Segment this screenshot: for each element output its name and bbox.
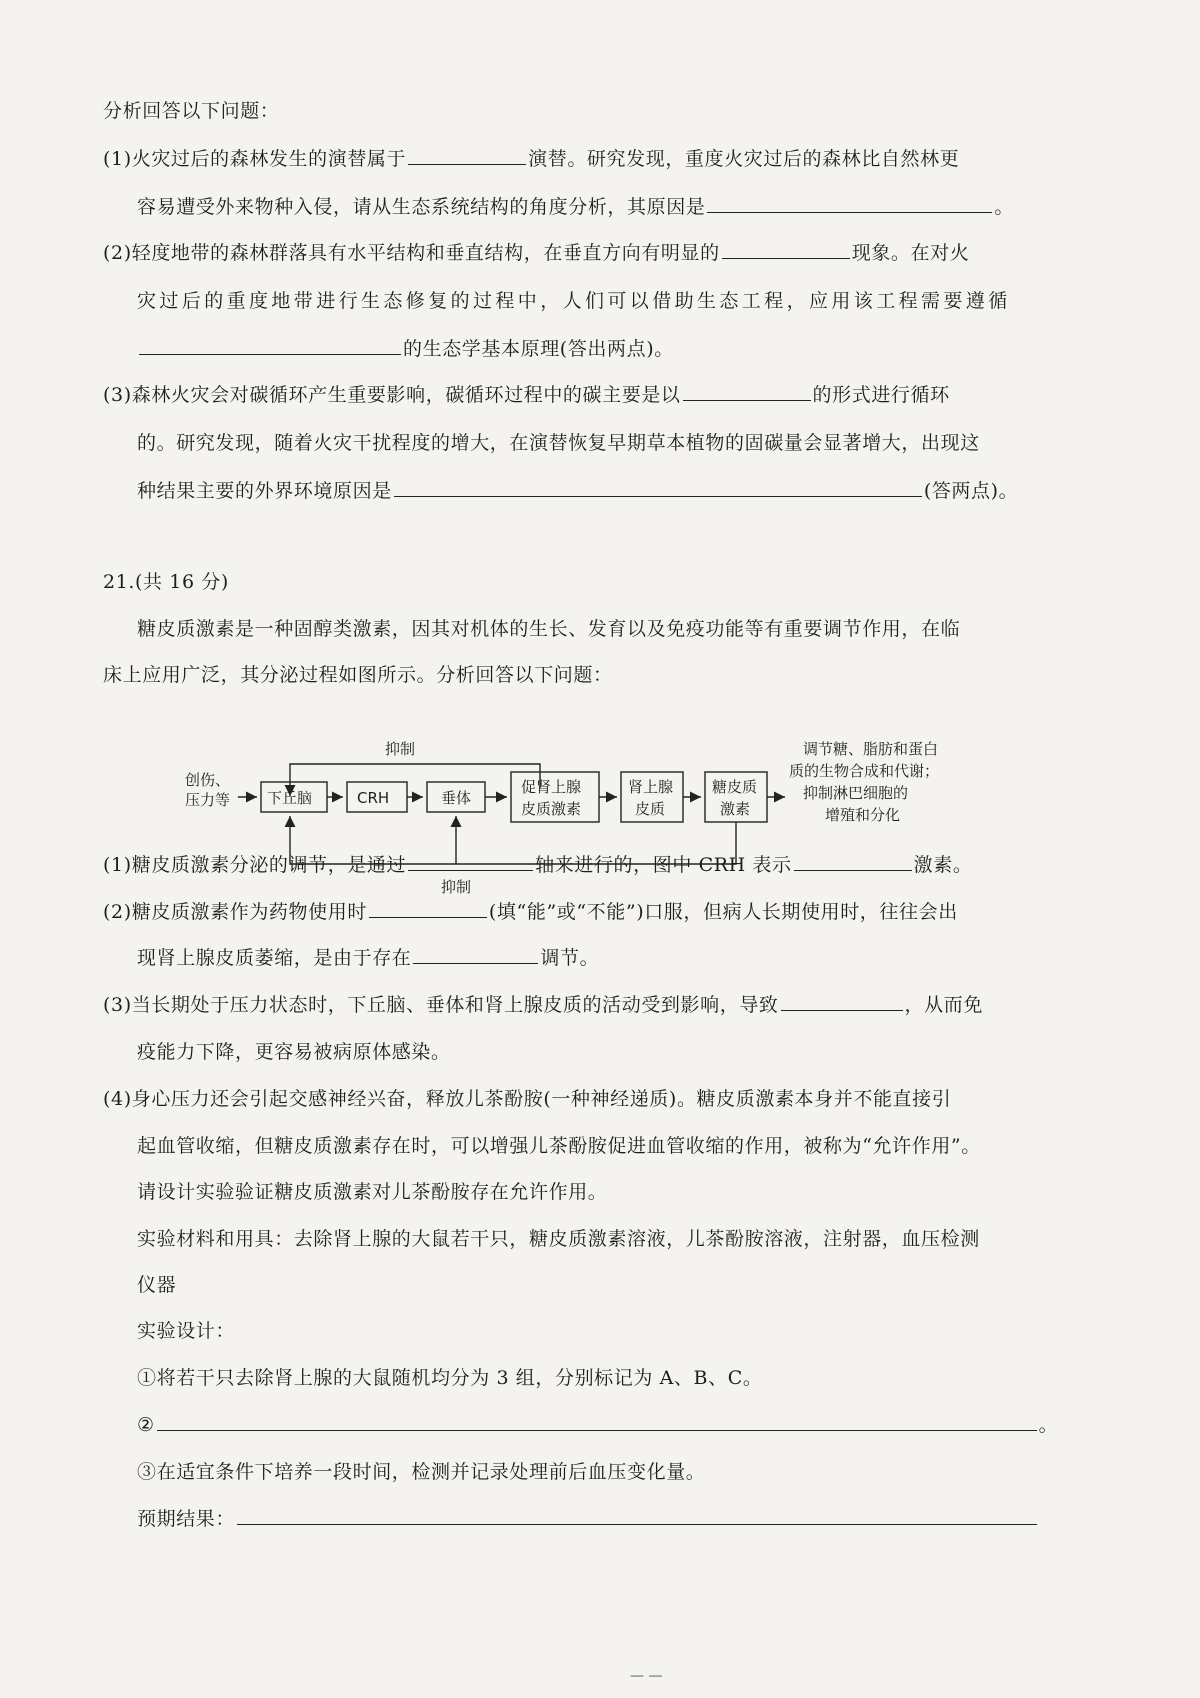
label-hypothalamus: 下丘脑	[267, 789, 313, 807]
answer-blank-principles[interactable]	[139, 334, 401, 355]
stimulus-label-1: 创伤、	[185, 771, 231, 789]
q21-step2-num: ②	[137, 1414, 155, 1436]
label-gc-1: 糖皮质	[712, 778, 758, 796]
q20-p2-line1	[103, 238, 969, 268]
q20-p1-text: (1)火灾过后的森林发生的演替属于	[103, 148, 407, 170]
q20-p2-post: 现象。在对火	[851, 242, 970, 264]
q21-intro-line2	[103, 660, 613, 690]
q20-p2-text: (2)轻度地带的森林群落具有水平结构和垂直结构，在垂直方向有明显的	[103, 242, 720, 264]
q20-p1b-text: 容易遭受外来物种入侵，请从生态系统结构的角度分析，其原因是	[137, 196, 706, 218]
q20-p3-line2	[137, 428, 980, 458]
q20-p3c-post: (答两点)。	[923, 480, 1019, 502]
q21-p2-line1	[103, 897, 958, 927]
q21-step1-text: ①将若干只去除肾上腺的大鼠随机均分为 3 组，分别标记为 A、B、C。	[137, 1367, 763, 1389]
q21-p1-text: (1)糖皮质激素分泌的调节，是通过	[103, 854, 407, 876]
intro-text: 分析回答以下问题：	[103, 100, 280, 122]
q21-p1-post: 激素。	[913, 854, 973, 876]
q21-p3-line1	[103, 990, 983, 1020]
q21-p2-post: (填“能”或“不能”)口服，但病人长期使用时，往往会出	[488, 901, 958, 923]
answer-blank-crh[interactable]	[794, 850, 912, 871]
answer-blank-oral[interactable]	[369, 897, 487, 918]
answer-blank-carbon-form[interactable]	[683, 380, 811, 401]
q20-p2-line2	[137, 286, 1011, 316]
label-pituitary: 垂体	[441, 789, 472, 807]
label-acth-1: 促肾上腺	[521, 778, 582, 796]
inhibit-top-label: 抑制	[385, 740, 416, 758]
q21-p1-mid: 轴来进行的，图中 CRH 表示	[535, 854, 792, 876]
q21-step3-text: ③在适宜条件下培养一段时间，检测并记录处理前后血压变化量。	[137, 1461, 706, 1483]
effect-line-2: 质的生物合成和代谢；	[789, 762, 940, 780]
q20-p2b-text: 灾过后的重度地带进行生态修复的过程中，人们可以借助生态工程，应用该工程需要遵循	[137, 290, 1011, 312]
q21-p1-line	[103, 850, 972, 880]
answer-blank-expected[interactable]	[237, 1504, 1037, 1525]
q21-materials-1: 实验材料和用具：去除肾上腺的大鼠若干只，糖皮质激素溶液，儿茶酚胺溶液，注射器，血压检测	[137, 1228, 980, 1250]
answer-blank-succession[interactable]	[408, 144, 526, 165]
effect-line-3: 抑制淋巴细胞的	[803, 784, 909, 802]
q20-p2c-text: 的生态学基本原理(答出两点)。	[403, 338, 674, 360]
q21-p3-text: (3)当长期处于压力状态时，下丘脑、垂体和肾上腺皮质的活动受到影响，导致	[103, 994, 779, 1016]
q21-materials-line1	[137, 1224, 980, 1254]
answer-blank-stress-effect[interactable]	[781, 990, 903, 1011]
q20-p1-line1	[103, 144, 959, 174]
answer-blank-invasion-reason[interactable]	[707, 192, 992, 213]
q21-p2b-post: 调节。	[540, 947, 600, 969]
q21-p4-line2	[137, 1131, 981, 1161]
answer-blank-environment-reason[interactable]	[394, 476, 922, 497]
q20-p3-post: 的形式进行循环	[812, 384, 950, 406]
q21-p2-text: (2)糖皮质激素作为药物使用时	[103, 901, 367, 923]
q21-p4c-text: 请设计实验验证糖皮质激素对儿茶酚胺存在允许作用。	[137, 1181, 608, 1203]
label-adrenal-2: 皮质	[635, 800, 666, 818]
inhibit-bottom-label: 抑制	[441, 878, 472, 896]
answer-blank-axis[interactable]	[408, 850, 533, 871]
q21-p4b-text: 起血管收缩，但糖皮质激素存在时，可以增强儿茶酚胺促进血管收缩的作用，被称为“允许作用”。	[137, 1135, 981, 1157]
q20-p3-line3	[137, 476, 1018, 506]
q21-intro2: 床上应用广泛，其分泌过程如图所示。分析回答以下问题：	[103, 664, 613, 686]
q21-step2	[137, 1410, 1058, 1440]
q21-header	[103, 567, 229, 597]
page-footer-mark: — —	[630, 1668, 663, 1684]
answer-blank-feedback[interactable]	[413, 943, 538, 964]
q20-p3c-text: 种结果主要的外界环境原因是	[137, 480, 392, 502]
q21-p3b-text: 疫能力下降，更容易被病原体感染。	[137, 1041, 451, 1063]
q21-expected	[137, 1504, 1039, 1534]
q20-p1-line2	[137, 192, 1014, 222]
q21-p4a-text: (4)身心压力还会引起交感神经兴奋，释放儿茶酚胺(一种神经递质)。糖皮质激素本身并不能直接引	[103, 1088, 952, 1110]
q21-intro1: 糖皮质激素是一种固醇类激素，因其对机体的生长、发育以及免疫功能等有重要调节作用，在临	[137, 618, 961, 640]
q21-p4-line1	[103, 1084, 951, 1114]
answer-blank-step2[interactable]	[157, 1410, 1037, 1431]
stimulus-label-2: 压力等	[185, 791, 231, 809]
q20-p1-text-post: 演替。研究发现，重度火灾过后的森林比自然林更	[528, 148, 960, 170]
answer-blank-stratification[interactable]	[722, 238, 850, 259]
label-adrenal-1: 肾上腺	[628, 778, 674, 796]
q20-p3-text: (3)森林火灾会对碳循环产生重要影响，碳循环过程中的碳主要是以	[103, 384, 681, 406]
q21-step3	[137, 1457, 705, 1487]
effect-line-1: 调节糖、脂肪和蛋白	[803, 740, 939, 758]
label-crh: CRH	[357, 789, 390, 807]
effect-line-4: 增殖和分化	[825, 806, 901, 824]
q21-step2-post: 。	[1038, 1414, 1059, 1436]
hpa-axis-diagram	[185, 732, 1085, 907]
q21-materials-line2	[137, 1270, 176, 1300]
q21-expected-label: 预期结果：	[137, 1508, 236, 1530]
q21-p4-line3	[137, 1177, 607, 1207]
q21-p2-line2	[137, 943, 599, 973]
q21-p3-post: ，从而免	[904, 994, 983, 1016]
q21-p3-line2	[137, 1037, 451, 1067]
intro-line	[103, 96, 279, 126]
q21-intro-line1	[137, 614, 960, 644]
q21-step1	[137, 1363, 762, 1393]
q21-design-label	[137, 1316, 235, 1346]
q21-header-text: 21.(共 16 分)	[103, 571, 229, 593]
q21-materials-2: 仪器	[137, 1274, 177, 1296]
q20-p1b-post: 。	[994, 196, 1015, 218]
q20-p3b-text: 的。研究发现，随着火灾干扰程度的增大，在演替恢复早期草本植物的固碳量会显著增大，出现这	[137, 432, 980, 454]
q20-p2-line3	[137, 334, 674, 364]
q21-design-label-text: 实验设计：	[137, 1320, 236, 1342]
q21-p2b-text: 现肾上腺皮质萎缩，是由于存在	[137, 947, 412, 969]
label-acth-2: 皮质激素	[521, 800, 582, 818]
label-gc-2: 激素	[720, 800, 751, 818]
q20-p3-line1	[103, 380, 950, 410]
